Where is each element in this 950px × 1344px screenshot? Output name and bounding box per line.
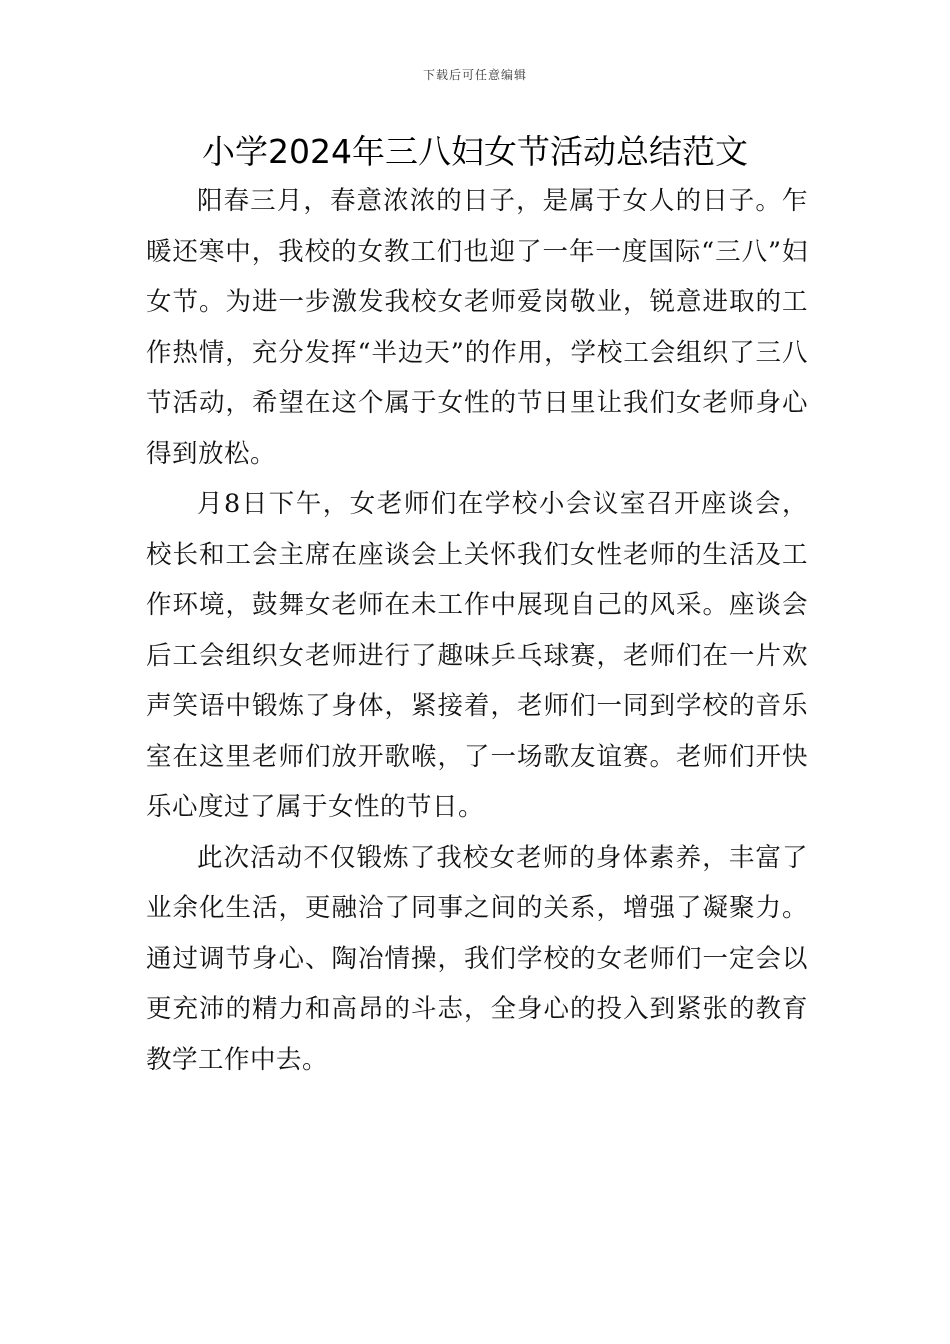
header-note: 下载后可任意编辑 (422, 68, 527, 82)
paragraph-3: 此次活动不仅锻炼了我校女老师的身体素养，丰富了业余化生活，更融洽了同事之间的关系，增强了凝聚力。通过调节身心、陶冶情操，我们学校的女老师们一定会以更充沛的精力和高昂的斗志，全身心的投入到紧张的教育教学工作中去。 (146, 842, 808, 1075)
document-body (146, 176, 808, 1085)
paragraph-1: 阳春三月，春意浓浓的日子，是属于女人的日子。乍暖还寒中，我校的女教工们也迎了一年一度国际“三八”妇女节。为进一步激发我校女老师爱岗敬业，锐意进取的工作热情，充分发挥“半边天”的作用，学校工会组织了三八节活动，希望在这个属于女性的节日里让我们女老师身心得到放松。 (146, 186, 808, 469)
page-title: 小学2024年三八妇女节活动总结范文 (202, 132, 748, 171)
paragraph-2: 月8日下午，女老师们在学校小会议室召开座谈会，校长和工会主席在座谈会上关怀我们女性老师的生活及工作环境，鼓舞女老师在未工作中展现自己的风采。座谈会后工会组织女老师进行了趣味乒乓球赛，老师们在一片欢声笑语中锻炼了身体，紧接着，老师们一同到学校的音乐室在这里老师们放开歌喉，了一场歌友谊赛。老师们开快乐心度过了属于女性的节日。 (146, 489, 808, 822)
